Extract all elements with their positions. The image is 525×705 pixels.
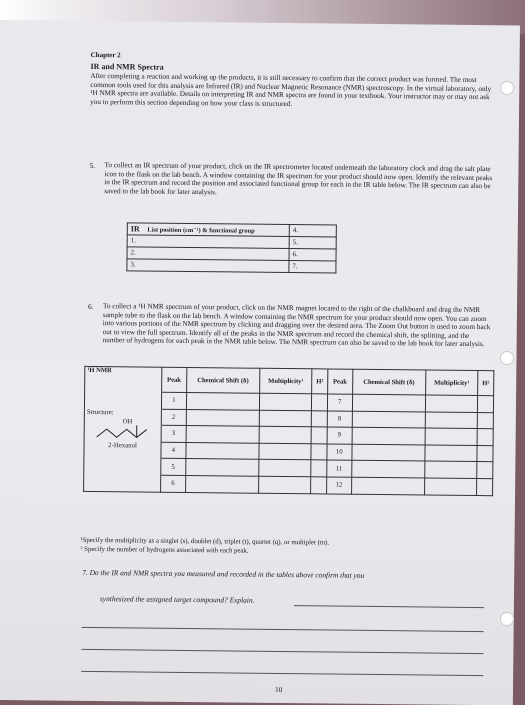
shift-cell[interactable] bbox=[352, 394, 425, 411]
header-hydrogens-2: H² bbox=[478, 371, 494, 396]
question-5-number: 5. bbox=[89, 161, 95, 170]
2-hexanol-skeletal-structure bbox=[95, 425, 155, 444]
shift-cell[interactable] bbox=[352, 427, 425, 444]
header-multiplicity-2: Multiplicity¹ bbox=[425, 370, 478, 396]
question-5-text: To collect an IR spectrum of your product, click on the IR spectrometer located underneath the laboratory clock and drag the salt plate icon to the flask on the lab bench. A window containing the IR spectrum for your product should now open. Identify the relevant peaks in the IR spectrum and record the position and associated functional group for each in the IR table below. The IR spectrum can also be saved to the lab book for later analysis. bbox=[104, 161, 494, 199]
peak-number: 4 bbox=[161, 442, 186, 459]
header-peak: Peak bbox=[162, 367, 187, 392]
chapter-label: Chapter 2 bbox=[91, 51, 121, 60]
ir-cell-3[interactable]: 3. bbox=[127, 259, 289, 273]
multiplicity-cell[interactable] bbox=[425, 395, 478, 412]
page-number: 10 bbox=[275, 685, 282, 694]
peak-number: 9 bbox=[327, 427, 352, 444]
hydrogen-cell[interactable] bbox=[311, 410, 327, 427]
question-7-line-1: 7. Do the IR and NMR spectra you measured and recorded in the tables above confirm that you bbox=[82, 568, 364, 580]
ir-cell-1[interactable]: 1. bbox=[127, 235, 289, 249]
header-hydrogens: H² bbox=[312, 369, 328, 394]
peak-number: 1 bbox=[161, 392, 186, 409]
hydrogen-cell[interactable] bbox=[477, 478, 493, 495]
header-peak-2: Peak bbox=[328, 369, 353, 394]
binder-hole bbox=[500, 351, 514, 365]
compound-name: 2-Hexanol bbox=[108, 442, 137, 449]
shift-cell[interactable] bbox=[186, 409, 259, 426]
header-multiplicity: Multiplicity¹ bbox=[259, 368, 312, 394]
shift-cell[interactable] bbox=[351, 477, 424, 494]
hydrogen-cell[interactable] bbox=[311, 427, 327, 444]
structure-cell bbox=[84, 474, 161, 491]
question-6-text: To collect a ¹H NMR spectrum of your product, click on the NMR magnet located to the right of the chalkboard and drag the NMR sample tube to the flask on the lab bench. A window containing the NMR spectrum for your product should now open. You can zoom into various portions of the NMR spectrum by clicking and dragging over the desired area. The Zoom Out button is used to zoom back out to view the full spectrum. Identify all of the peaks in the NMR spectrum and record the chemical shift, the splitting, and the number of hydrogens for each peak in the NMR table below. The NMR spectrum can also be saved to the lab book for later analysis. bbox=[103, 302, 493, 349]
structure-label: Structure: bbox=[87, 409, 114, 416]
peak-number: 10 bbox=[327, 444, 352, 461]
peak-number: 5 bbox=[161, 459, 186, 476]
shift-cell[interactable] bbox=[186, 392, 259, 409]
footnote-hydrogens: ² Specify the number of hydrogens associated with each peak. bbox=[80, 545, 248, 556]
section-title: IR and NMR Spectra bbox=[90, 62, 163, 72]
footnote-multiplicity: ¹Specify the multiplicity as a singlet (s), doublet (d), triplet (t), quartet (q), or multiplet (m). bbox=[81, 536, 330, 548]
multiplicity-cell[interactable] bbox=[425, 428, 478, 445]
hydrogen-cell[interactable] bbox=[477, 429, 493, 446]
ir-header-text: List position (cm⁻¹) & functional group bbox=[147, 226, 254, 234]
hydrogen-cell[interactable] bbox=[311, 460, 327, 477]
ir-cell-4[interactable]: 4. bbox=[289, 225, 336, 237]
hydrogen-cell[interactable] bbox=[477, 462, 493, 479]
binder-hole bbox=[500, 81, 514, 95]
hydrogen-cell[interactable] bbox=[477, 412, 493, 429]
multiplicity-cell[interactable] bbox=[259, 410, 312, 427]
structure-cell bbox=[84, 458, 161, 475]
ir-cell-7[interactable]: 7. bbox=[289, 261, 336, 273]
hydrogen-cell[interactable] bbox=[311, 444, 327, 461]
ir-cell-2[interactable]: 2. bbox=[127, 247, 289, 261]
answer-line[interactable] bbox=[82, 627, 484, 632]
question-7-line-2: synthesized the assigned target compound? Explain. bbox=[100, 594, 255, 605]
shift-cell[interactable] bbox=[351, 444, 424, 461]
peak-number: 7 bbox=[327, 394, 352, 411]
answer-line[interactable] bbox=[81, 649, 483, 654]
oh-label: OH bbox=[123, 417, 133, 426]
multiplicity-cell[interactable] bbox=[424, 478, 477, 495]
shift-cell[interactable] bbox=[351, 461, 424, 478]
peak-number: 11 bbox=[327, 460, 352, 477]
multiplicity-cell[interactable] bbox=[425, 412, 478, 429]
compound-cell bbox=[84, 441, 161, 458]
peak-number: 3 bbox=[161, 425, 186, 442]
question-6-number: 6. bbox=[88, 302, 94, 311]
shift-cell[interactable] bbox=[186, 426, 259, 443]
peak-number: 12 bbox=[327, 477, 352, 494]
answer-line[interactable] bbox=[294, 605, 484, 608]
peak-number: 8 bbox=[327, 411, 352, 428]
multiplicity-cell[interactable] bbox=[259, 426, 312, 443]
shift-cell[interactable] bbox=[185, 475, 258, 492]
multiplicity-cell[interactable] bbox=[425, 445, 478, 462]
intro-paragraph: After completing a reaction and working up the products, it is still necessary to confirm that the correct product was formed. The most common tools used for this analysis are Infrared (IR) and Nuclear Magnetic Resonance (NMR) spectroscopy. In the virtual laboratory, only ¹H NMR spectra are available. Details on interpreting IR and NMR spectra are found in your textbook. Your instructor may or may not ask you to perform this section depending on how your class is structured. bbox=[90, 72, 495, 111]
molecule-cell bbox=[84, 425, 161, 442]
worksheet-page bbox=[0, 20, 520, 705]
binder-hole bbox=[500, 612, 514, 626]
shift-cell[interactable] bbox=[352, 411, 425, 428]
hydrogen-cell[interactable] bbox=[311, 477, 327, 494]
multiplicity-cell[interactable] bbox=[259, 393, 312, 410]
ir-label: IR bbox=[131, 224, 140, 233]
peak-number: 2 bbox=[161, 409, 186, 426]
peak-number: 6 bbox=[161, 475, 186, 492]
shift-cell[interactable] bbox=[185, 442, 258, 459]
hydrogen-cell[interactable] bbox=[312, 394, 328, 411]
answer-line[interactable] bbox=[81, 671, 483, 676]
multiplicity-cell[interactable] bbox=[258, 476, 311, 493]
ir-table bbox=[126, 222, 337, 273]
header-chemical-shift: Chemical Shift (δ) bbox=[186, 367, 260, 393]
multiplicity-cell[interactable] bbox=[259, 460, 312, 477]
hydrogen-cell[interactable] bbox=[477, 445, 493, 462]
ir-cell-5[interactable]: 5. bbox=[289, 237, 336, 249]
structure-cell bbox=[84, 391, 161, 408]
ir-cell-6[interactable]: 6. bbox=[289, 249, 336, 261]
multiplicity-cell[interactable] bbox=[259, 443, 312, 460]
hydrogen-cell[interactable] bbox=[478, 396, 494, 413]
header-chemical-shift-2: Chemical Shift (δ) bbox=[352, 369, 426, 395]
multiplicity-cell[interactable] bbox=[425, 461, 478, 478]
nmr-table bbox=[83, 366, 494, 496]
nmr-title: ¹H NMR bbox=[85, 366, 162, 392]
shift-cell[interactable] bbox=[185, 459, 258, 476]
